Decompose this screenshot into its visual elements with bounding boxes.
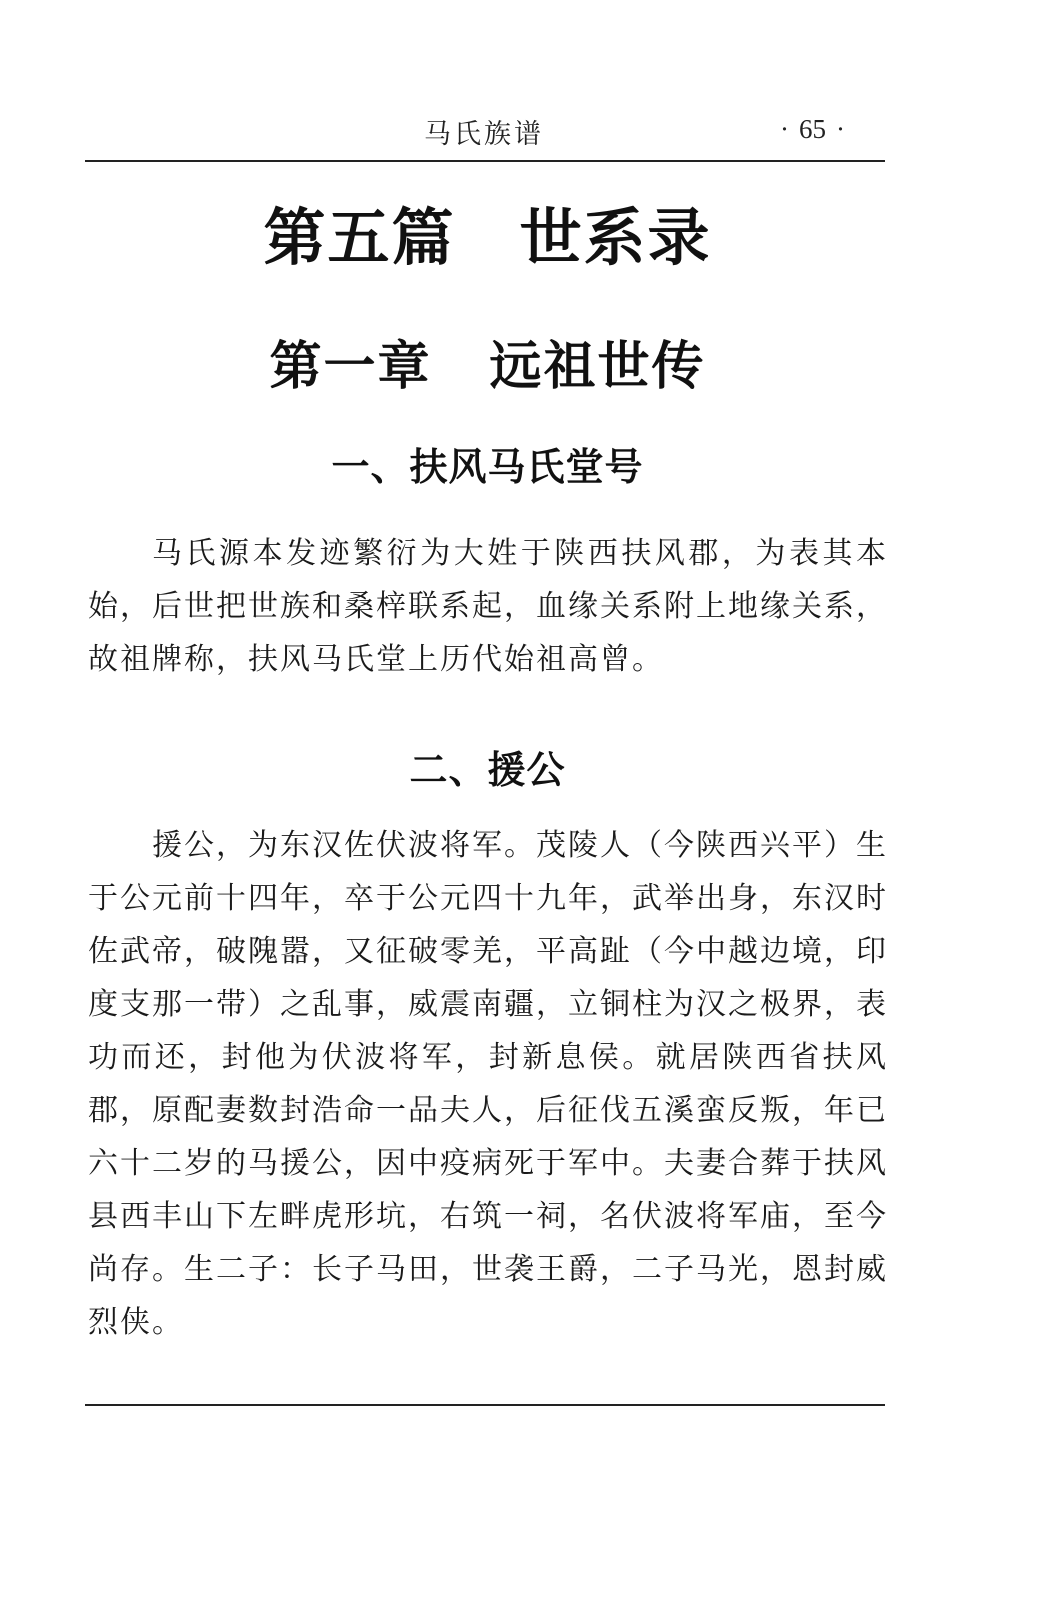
part-number: 第五篇 [263,201,456,274]
header-rule [85,160,885,162]
page-number [770,114,855,145]
part-title [0,188,975,277]
page-number-dot-left: · [780,114,789,144]
chapter-name: 远祖世传 [489,336,706,397]
section-title-yuanGong: 二、援公 [409,748,566,792]
section-body-tangHao: 马氏源本发迹繁衍为大姓于陕西扶风郡，为表其本始，后世把世族和桑梓联系起，血缘关系附上地缘关系，故祖牌称，扶风马氏堂上历代始祖高曾。 [88,536,888,677]
section-body-yuanGong: 援公，为东汉佐伏波将军。茂陵人（今陕西兴平）生于公元前十四年，卒于公元四十九年，武举出身，东汉时佐武帝，破隗嚣，又征破零羌，平高趾（今中越边境，印度支那一带）之乱事，威震南疆，立铜柱为汉之极界，表功而还，封他为伏波将军，封新息侯。就居陕西省扶风郡，原配妻数封浩命一品夫人，后征伐五溪蛮反叛，年已六十二岁的马援公，因中疫病死于军中。夫妻合葬于扶风县西丰山下左畔虎形坑，右筑一祠，名伏波将军庙，至今尚存。生二子：长子马田，世袭王爵，二子马光，恩封威烈侠。 [88,828,888,1340]
chapter-number: 第一章 [269,336,432,397]
part-name: 世系录 [519,201,712,274]
page-number-dot-right: · [836,114,845,144]
running-title: 马氏族谱 [424,119,544,150]
page-number-value: 65 [799,114,826,144]
footer-rule [85,1404,885,1406]
chapter-title [0,324,975,399]
section-title-tangHao: 一、扶风马氏堂号 [331,445,644,489]
